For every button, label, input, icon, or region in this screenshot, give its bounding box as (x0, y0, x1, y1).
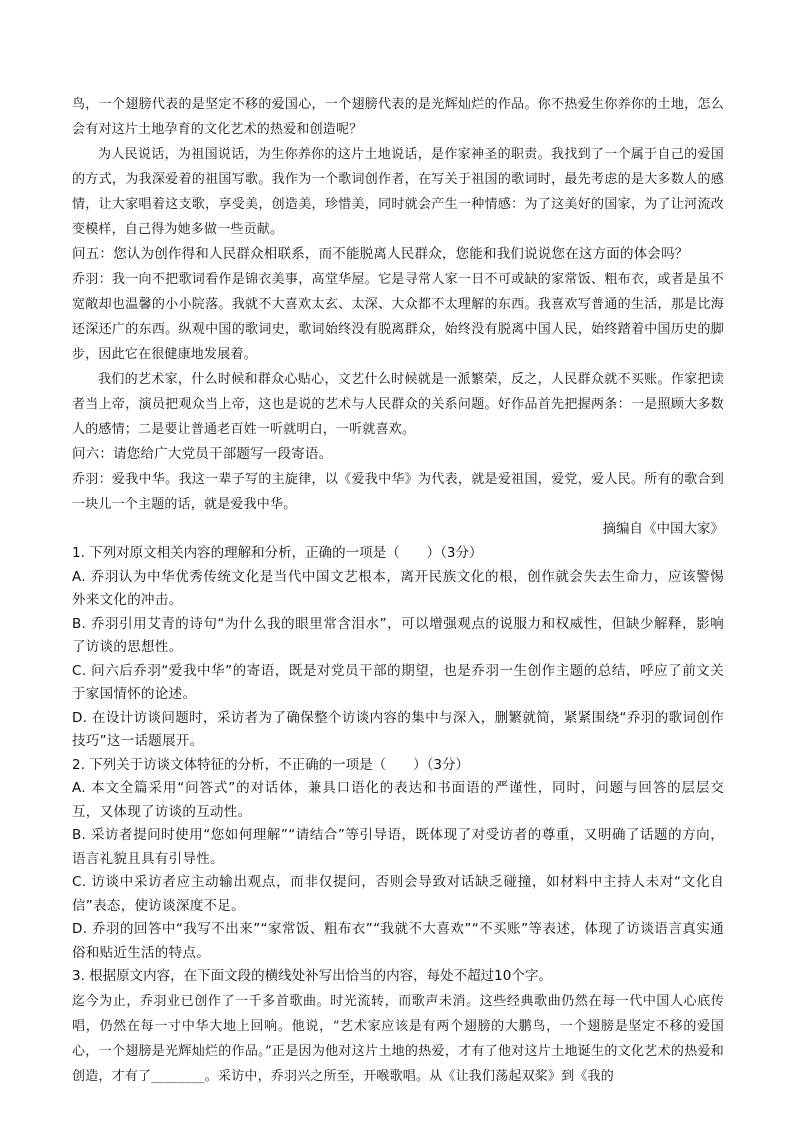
answer-option-c: C. 访谈中采访者应主动输出观点，而非仅提问，否则会导致对话缺乏碰撞，如材料中主持人未对“文化自信”表态，使访谈深度不足。 (72, 874, 724, 914)
interview-answer: 我们的艺术家，什么时候和群众心贴心，文艺什么时候就是一派繁荣，反之，人民群众就不买账。作家把读者当上帝，演员把观众当上帝，这也是说的艺术与人民群众的关系问题。好作品首先把握两条：一是照顾大多数人的感情；二是要让普通老百姓一听就明白，一听就喜欢。 (72, 372, 724, 437)
answer-option-a: A. 本文全篇采用“问答式”的对话体，兼具口语化的表达和书面语的严谨性，同时，问题与回答的层层交互，又体现了访谈的互动性。 (72, 780, 724, 820)
question-stem: 3. 根据原文内容，在下面文段的横线处补写出恰当的内容，每处不超过10个字。 (72, 968, 552, 984)
article-paragraph: 鸟，一个翅膀代表的是坚定不移的爱国心，一个翅膀代表的是光辉灿烂的作品。你不热爱生你养你的土地，怎么会有对这片土地孕育的文化艺术的热爱和创造呢？ (72, 97, 724, 137)
answer-option-b: B. 采访者提问时使用“您如何理解”“请结合”等引导语，既体现了对受访者的尊重，又明确了话题的方向，语言礼貌且具有引导性。 (72, 827, 724, 867)
answer-option-b: B. 乔羽引用艾青的诗句“为什么我的眼里常含泪水”，可以增强观点的说服力和权威性，但缺少解释，影响了访谈的思想性。 (72, 615, 724, 655)
document-page (72, 92, 724, 1089)
answer-option-d: D. 在设计访谈问题时，采访者为了确保整个访谈内容的集中与深入，删繁就简，紧紧围绕“乔羽的歌词创作技巧”这一话题展开。 (72, 709, 724, 749)
interview-question: 问五：您认为创作得和人民群众相联系，而不能脱离人民群众，您能和我们说说您在这方面的体会吗？ (72, 246, 689, 262)
question-stem: 1. 下列对原文相关内容的理解和分析，正确的一项是（ ）（3分） (72, 545, 483, 561)
answer-option-c: C. 问六后乔羽“爱我中华”的寄语，既是对党员干部的期望，也是乔羽一生创作主题的总结，呼应了前文关于家国情怀的论述。 (72, 662, 724, 702)
answer-option-a: A. 乔羽认为中华优秀传统文化是当代中国文艺根本，离开民族文化的根，创作就会失去生命力，应该警惕外来文化的冲击。 (72, 568, 724, 608)
question-stem: 2. 下列关于访谈文体特征的分析，不正确的一项是（ ）（3分） (72, 756, 470, 773)
article-paragraph: 为人民说话，为祖国说话，为生你养你的这片土地说话，是作家神圣的职责。我找到了一个属于自己的爱国的方式，为我深爱着的祖国写歌。我作为一个歌词创作者，在写关于祖国的歌词时，最先考虑的是大多数人的感情，让大家唱着这支歌，享受美，创造美，珍惜美，同时就会产生一种情感：为了这美好的国家，为了让河流改变模样，自己得为她多做一些贡献。 (72, 147, 724, 237)
interview-answer: 乔羽：爱我中华。我这一辈子写的主旋律，以《爱我中华》为代表，就是爱祖国，爱党，爱人民。所有的歌合到一块儿一个主题的话，就是爱我中华。 (72, 472, 724, 512)
answer-option-d: D. 乔羽的回答中“我写不出来”“家常饭、粗布衣”“我就不大喜欢”“不买账”等表述，体现了访谈语言真实通俗和贴近生活的特点。 (72, 921, 724, 961)
fill-blank-passage: 迄今为止，乔羽业已创作了一千多首歌曲。时光流转，而歌声未消。这些经典歌曲仍然在每一代中国人心底传唱，仍然在每一寸中华大地上回响。他说，“艺术家应该是有两个翅膀的大鹏鸟，一个翅膀是坚定不移的爱国心，一个翅膀是光辉灿烂的作品。”正是因为他对这片土地的热爱，才有了他对这片土地诞生的文化艺术的热爱和创造，才有了________。采访中，乔羽兴之所至，开喉歌唱。从《让我们荡起双桨》到《我的 (72, 993, 724, 1084)
source-citation: 摘编自《中国大家》 (602, 521, 724, 537)
interview-question: 问六：请您给广大党员干部题写一段寄语。 (72, 446, 333, 462)
interview-answer: 乔羽：我一向不把歌词看作是锦衣美事，高堂华屋。它是寻常人家一日不可或缺的家常饭、粗布衣，或者是虽不宽敞却也温馨的小小院落。我就不大喜欢太玄、太深、大众都不太理解的东西。我喜欢写普通的生活，那是比海还深还广的东西。纵观中国的歌词史，歌词始终没有脱离群众，始终没有脱离中国人民，始终踏着中国历史的脚步，因此它在很健康地发展着。 (72, 272, 724, 362)
